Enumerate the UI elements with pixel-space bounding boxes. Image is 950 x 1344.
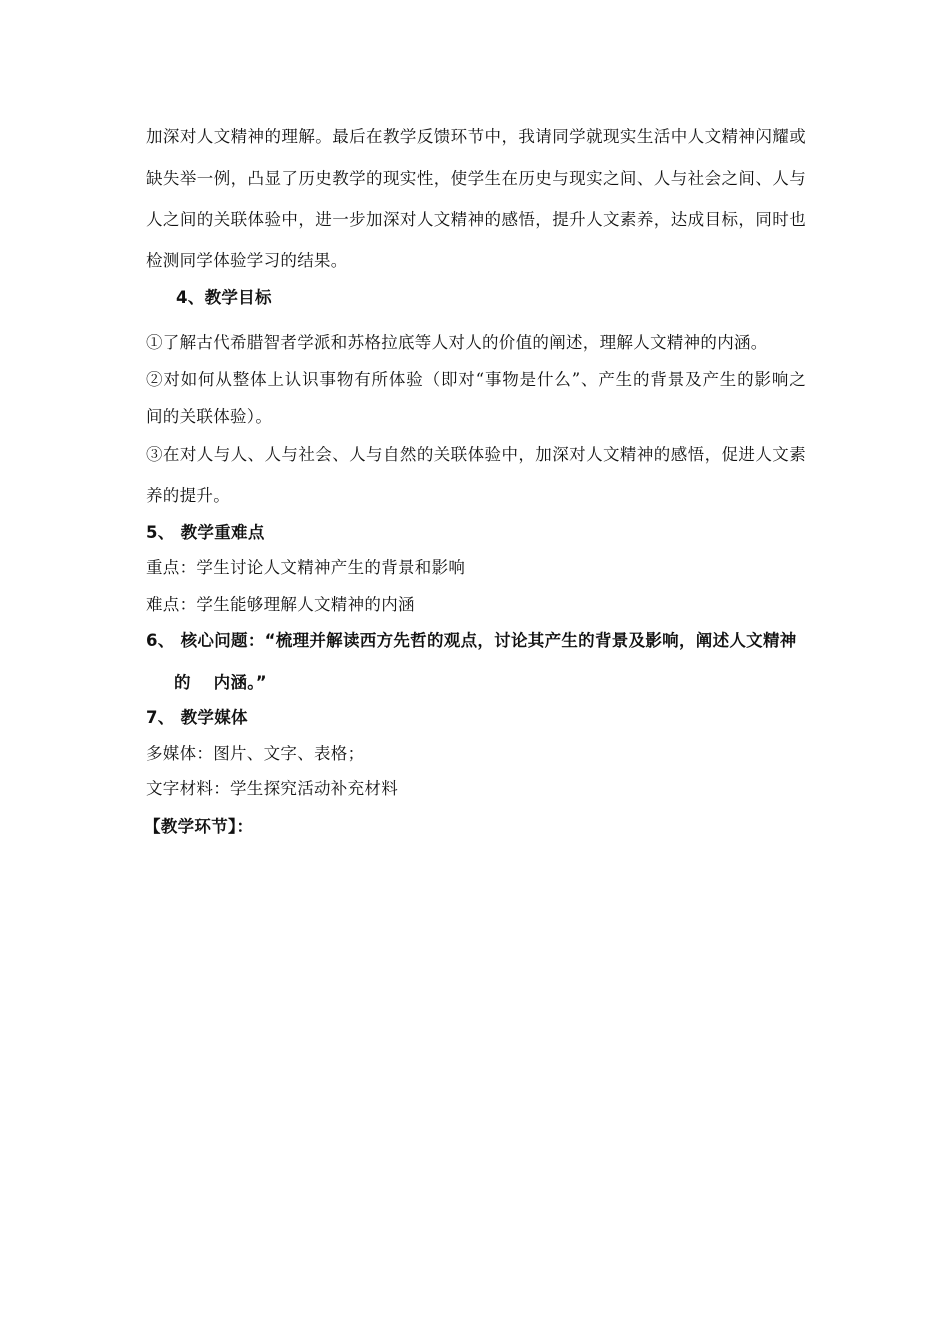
section-7-heading: 7、 教学媒体: [146, 708, 248, 727]
media-line: 多媒体：图片、文字、表格；: [146, 744, 365, 763]
intro-line-4: 检测同学体验学习的结果。: [146, 251, 348, 270]
objective-2-line-1: ②对如何从整体上认识事物有所体验（即对“事物是什么”、产生的背景及产生的影响之: [146, 370, 806, 389]
key-point: 重点：学生讨论人文精神产生的背景和影响: [146, 558, 466, 577]
teaching-steps-heading: 【教学环节】：: [144, 817, 254, 836]
objective-3-line-1: ③在对人与人、人与社会、人与自然的关联体验中，加深对人文精神的感悟，促进人文素: [146, 445, 806, 464]
materials-line: 文字材料：学生探究活动补充材料: [146, 779, 398, 798]
objective-1: ①了解古代希腊智者学派和苏格拉底等人对人的价值的阐述，理解人文精神的内涵。: [146, 333, 768, 352]
difficult-point: 难点：学生能够理解人文精神的内涵: [146, 595, 415, 614]
intro-line-2: 缺失举一例，凸显了历史教学的现实性，使学生在历史与现实之间、人与社会之间、人与: [146, 169, 806, 188]
section-5-heading: 5、 教学重难点: [146, 523, 265, 542]
intro-line-1: 加深对人文精神的理解。最后在教学反馈环节中，我请同学就现实生活中人文精神闪耀或: [146, 127, 806, 146]
section-6-core-question-line-2: 的 内涵。”: [174, 673, 267, 692]
section-4-heading: 4、教学目标: [176, 288, 272, 307]
intro-line-3: 人之间的关联体验中，进一步加深对人文精神的感悟，提升人文素养，达成目标，同时也: [146, 210, 806, 229]
section-6-core-question-line-1: 6、 核心问题：“梳理并解读西方先哲的观点，讨论其产生的背景及影响，阐述人文精神: [146, 631, 797, 650]
objective-3-line-2: 养的提升。: [146, 486, 230, 505]
objective-2-line-2: 间的关联体验）。: [146, 407, 273, 426]
